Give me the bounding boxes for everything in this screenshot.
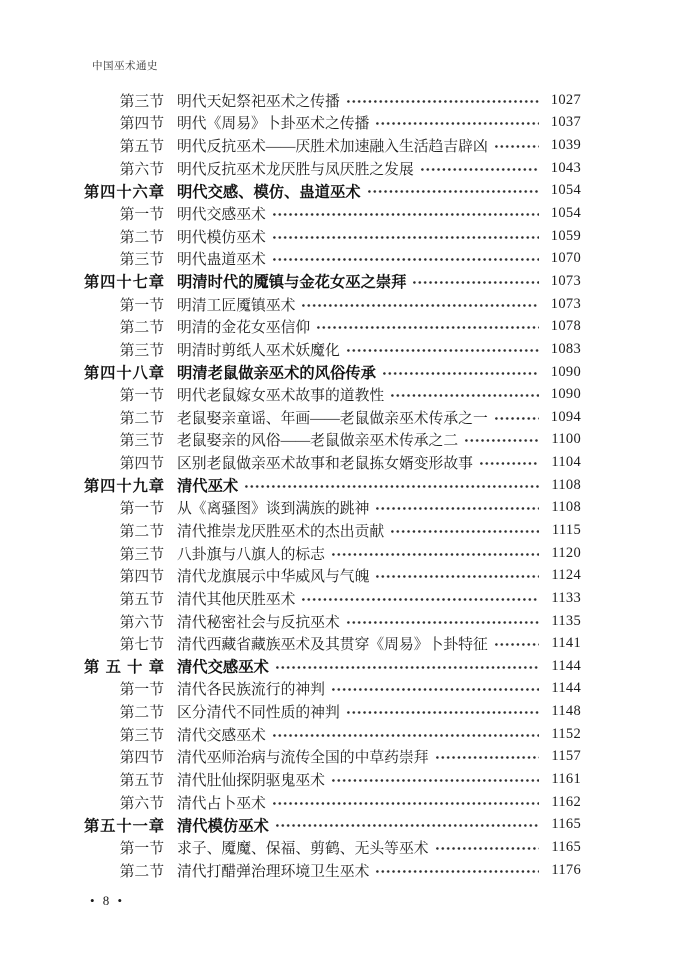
toc-entry-page: 1054 bbox=[550, 182, 581, 199]
toc-entry bbox=[84, 791, 581, 814]
dot-leader bbox=[245, 485, 539, 488]
toc-entry-page: 1059 bbox=[550, 227, 581, 244]
dot-leader bbox=[347, 100, 539, 103]
toc-entry-label: 第四节 bbox=[119, 750, 164, 767]
toc-entry-title: 清代交感巫术 bbox=[177, 727, 266, 744]
toc-entry-title: 八卦旗与八旗人的标志 bbox=[177, 546, 325, 563]
toc-entry-label: 第六节 bbox=[119, 795, 164, 812]
dot-leader bbox=[317, 326, 539, 329]
toc-entry-page: 1073 bbox=[550, 295, 581, 312]
toc-entry-page: 1120 bbox=[551, 544, 581, 561]
toc-entry-label: 第五节 bbox=[119, 139, 164, 156]
toc-entry bbox=[84, 406, 581, 429]
dot-leader bbox=[332, 779, 539, 782]
dot-leader bbox=[436, 847, 539, 850]
toc-entry bbox=[84, 247, 581, 270]
toc-entry-title: 清代肚仙探阴驱鬼巫术 bbox=[177, 773, 325, 790]
toc-entry-label: 第三节 bbox=[119, 252, 164, 269]
dot-leader bbox=[391, 530, 539, 533]
toc-entry bbox=[84, 746, 581, 769]
toc-entry-page: 1100 bbox=[551, 431, 581, 448]
toc-entry bbox=[84, 338, 581, 361]
toc-entry-page: 1090 bbox=[550, 363, 581, 380]
dot-leader bbox=[302, 598, 539, 601]
toc-entry bbox=[84, 519, 581, 542]
toc-entry-label: 第五节 bbox=[119, 591, 164, 608]
toc-entry-page: 1078 bbox=[550, 318, 581, 335]
toc-entry bbox=[84, 610, 581, 633]
toc-entry-title: 清代模仿巫术 bbox=[177, 817, 269, 835]
dot-leader bbox=[391, 394, 539, 397]
toc-entry-page: 1133 bbox=[551, 589, 581, 606]
toc-entry-title: 清代其他厌胜巫术 bbox=[177, 591, 296, 608]
toc-entry-page: 1043 bbox=[550, 159, 581, 176]
dot-leader bbox=[347, 711, 539, 714]
toc-entry bbox=[84, 587, 581, 610]
dot-leader bbox=[276, 824, 539, 827]
dot-leader bbox=[347, 349, 539, 352]
toc-entry bbox=[84, 768, 581, 791]
toc-entry-title: 明代天妃祭祀巫术之传播 bbox=[177, 93, 340, 110]
toc-entry-page: 1054 bbox=[550, 205, 581, 222]
toc-entry-label: 第二节 bbox=[119, 863, 164, 880]
toc-entry-page: 1083 bbox=[550, 340, 581, 357]
toc-entry-label: 第二节 bbox=[119, 523, 164, 540]
toc-entry bbox=[84, 655, 581, 678]
toc-entry-page: 1165 bbox=[551, 816, 581, 833]
toc-entry-label: 第三节 bbox=[119, 93, 164, 110]
toc-entry bbox=[84, 836, 581, 859]
toc-entry-page: 1135 bbox=[551, 612, 581, 629]
toc-entry-page: 1037 bbox=[550, 114, 581, 131]
dot-leader bbox=[276, 666, 539, 669]
toc-entry-title: 明清老鼠做亲巫术的风俗传承 bbox=[177, 365, 376, 382]
toc-entry-page: 1144 bbox=[551, 680, 581, 697]
toc-entry bbox=[84, 564, 581, 587]
toc-entry-page: 1115 bbox=[551, 521, 581, 538]
toc-entry-label: 第二节 bbox=[119, 229, 164, 246]
toc-entry bbox=[84, 270, 581, 293]
toc-entry-page: 1176 bbox=[551, 861, 581, 878]
dot-leader bbox=[376, 507, 539, 510]
toc-entry bbox=[84, 542, 581, 565]
toc-entry-label: 第二节 bbox=[119, 410, 164, 427]
toc-entry-label: 第六节 bbox=[119, 161, 164, 178]
toc-entry-page: 1104 bbox=[551, 454, 581, 471]
toc-entry-label: 第一节 bbox=[119, 501, 164, 518]
toc-entry-page: 1152 bbox=[551, 725, 581, 742]
dot-leader bbox=[376, 575, 539, 578]
toc-entry-page: 1124 bbox=[551, 567, 581, 584]
dot-leader bbox=[383, 372, 539, 375]
toc-list bbox=[84, 89, 581, 881]
toc-entry-page: 1070 bbox=[550, 250, 581, 267]
dot-leader bbox=[368, 190, 539, 193]
toc-entry bbox=[84, 361, 581, 384]
toc-entry-title: 清代龙旗展示中华威风与气魄 bbox=[177, 569, 370, 586]
running-header: 中国巫术通史 bbox=[92, 61, 158, 72]
toc-entry-label: 第三节 bbox=[119, 342, 164, 359]
toc-entry-label: 第四十九章 bbox=[84, 478, 164, 496]
toc-entry-title: 明代老鼠嫁女巫术故事的道教性 bbox=[177, 388, 385, 405]
toc-entry bbox=[84, 157, 581, 180]
toc-entry bbox=[84, 700, 581, 723]
toc-entry-title: 明清的金花女巫信仰 bbox=[177, 320, 311, 337]
toc-entry-title: 清代推崇龙厌胜巫术的杰出贡献 bbox=[177, 523, 385, 540]
dot-leader bbox=[376, 122, 539, 125]
dot-leader bbox=[413, 281, 539, 284]
toc-entry-title: 老鼠娶亲的风俗——老鼠做亲巫术传承之二 bbox=[177, 433, 459, 450]
toc-entry bbox=[84, 293, 581, 316]
toc-entry-label: 第四节 bbox=[119, 456, 164, 473]
toc-entry-page: 1161 bbox=[551, 771, 581, 788]
dot-leader bbox=[347, 621, 539, 624]
toc-entry-page: 1108 bbox=[551, 499, 581, 516]
toc-entry-page: 1073 bbox=[550, 272, 581, 289]
toc-entry-label: 第二节 bbox=[119, 705, 164, 722]
toc-entry-title: 求子、魇魔、保福、剪鹤、无头等巫术 bbox=[177, 840, 429, 857]
toc-entry bbox=[84, 451, 581, 474]
toc-entry-label: 第一节 bbox=[119, 840, 164, 857]
toc-entry-page: 1165 bbox=[551, 838, 581, 855]
dot-leader bbox=[273, 236, 539, 239]
toc-entry-title: 明代蛊道巫术 bbox=[177, 252, 266, 269]
toc-entry-page: 1094 bbox=[550, 408, 581, 425]
toc-entry-title: 清代秘密社会与反抗巫术 bbox=[177, 614, 340, 631]
dot-leader bbox=[273, 802, 539, 805]
toc-entry-page: 1144 bbox=[551, 657, 581, 674]
toc-entry-title: 明清时剪纸人巫术妖魔化 bbox=[177, 342, 340, 359]
toc-entry-label: 第一节 bbox=[119, 388, 164, 405]
toc-entry bbox=[84, 814, 581, 837]
toc-entry-title: 明代交感、模仿、蛊道巫术 bbox=[177, 183, 361, 201]
toc-entry-title: 明清工匠魇镇巫术 bbox=[177, 297, 296, 314]
toc-entry-label: 第六节 bbox=[119, 614, 164, 631]
toc-entry-page: 1039 bbox=[550, 137, 581, 154]
toc-entry-title: 从《离骚图》谈到满族的跳神 bbox=[177, 501, 370, 518]
toc-entry-label: 第七节 bbox=[119, 637, 164, 654]
toc-entry bbox=[84, 89, 581, 112]
toc-entry-label: 第三节 bbox=[119, 727, 164, 744]
toc-entry-label: 第四十六章 bbox=[84, 183, 164, 201]
toc-entry-title: 区分清代不同性质的神判 bbox=[177, 705, 340, 722]
toc-entry-title: 清代各民族流行的神判 bbox=[177, 682, 325, 699]
toc-entry-title: 清代交感巫术 bbox=[177, 659, 269, 677]
toc-entry-label: 第三节 bbox=[119, 433, 164, 450]
toc-entry bbox=[84, 112, 581, 135]
toc-entry-label: 第四节 bbox=[119, 116, 164, 133]
toc-entry-title: 清代巫师治病与流传全国的中草药崇拜 bbox=[177, 750, 429, 767]
dot-leader bbox=[332, 553, 539, 556]
dot-leader bbox=[421, 168, 539, 171]
dot-leader bbox=[495, 417, 539, 420]
toc-entry-label: 第五十章 bbox=[84, 659, 164, 677]
toc-entry-label: 第四十八章 bbox=[84, 365, 164, 382]
toc-entry-label: 第一节 bbox=[119, 682, 164, 699]
toc-entry-page: 1162 bbox=[551, 793, 581, 810]
toc-entry bbox=[84, 202, 581, 225]
toc-entry-title: 清代占卜巫术 bbox=[177, 795, 266, 812]
toc-entry-label: 第二节 bbox=[119, 320, 164, 337]
toc-entry bbox=[84, 678, 581, 701]
dot-leader bbox=[332, 688, 539, 691]
toc-entry-label: 第四十七章 bbox=[84, 274, 164, 292]
toc-entry-title: 明代模仿巫术 bbox=[177, 229, 266, 246]
toc-entry bbox=[84, 723, 581, 746]
toc-entry bbox=[84, 474, 581, 497]
toc-entry bbox=[84, 859, 581, 882]
toc-entry bbox=[84, 180, 581, 203]
toc-entry-title: 明代反抗巫术龙厌胜与凤厌胜之发展 bbox=[177, 161, 414, 178]
dot-leader bbox=[495, 145, 539, 148]
toc-entry-title: 清代打醋弹治理环境卫生巫术 bbox=[177, 863, 370, 880]
toc-entry-page: 1157 bbox=[551, 748, 581, 765]
toc-entry bbox=[84, 315, 581, 338]
dot-leader bbox=[302, 304, 539, 307]
toc-entry-label: 第一节 bbox=[119, 207, 164, 224]
toc-entry-label: 第四节 bbox=[119, 569, 164, 586]
toc-entry-title: 明代反抗巫术——厌胜术加速融入生活趋吉辟凶 bbox=[177, 139, 488, 156]
toc-entry-title: 清代巫术 bbox=[177, 478, 239, 496]
toc-entry-page: 1090 bbox=[550, 386, 581, 403]
toc-entry-page: 1108 bbox=[551, 476, 581, 493]
toc-entry-page: 1141 bbox=[551, 635, 581, 652]
toc-entry-page: 1148 bbox=[551, 703, 581, 720]
toc-entry-title: 明代《周易》卜卦巫术之传播 bbox=[177, 116, 370, 133]
dot-leader bbox=[273, 734, 539, 737]
toc-entry-title: 清代西藏省藏族巫术及其贯穿《周易》卜卦特征 bbox=[177, 637, 488, 654]
dot-leader bbox=[376, 870, 539, 873]
toc-entry-title: 明代交感巫术 bbox=[177, 207, 266, 224]
dot-leader bbox=[480, 462, 539, 465]
toc-entry bbox=[84, 632, 581, 655]
dot-leader bbox=[495, 643, 539, 646]
dot-leader bbox=[273, 213, 539, 216]
toc-entry bbox=[84, 497, 581, 520]
toc-entry-label: 第一节 bbox=[119, 297, 164, 314]
toc-entry-label: 第三节 bbox=[119, 546, 164, 563]
toc-entry-label: 第五节 bbox=[119, 773, 164, 790]
toc-entry bbox=[84, 429, 581, 452]
toc-entry bbox=[84, 134, 581, 157]
dot-leader bbox=[273, 258, 539, 261]
toc-entry-title: 明清时代的魇镇与金花女巫之崇拜 bbox=[177, 274, 407, 292]
toc-entry-title: 老鼠娶亲童谣、年画——老鼠做亲巫术传承之一 bbox=[177, 410, 488, 427]
toc-entry-page: 1027 bbox=[550, 91, 581, 108]
dot-leader bbox=[465, 439, 539, 442]
toc-entry-label: 第五十一章 bbox=[84, 817, 164, 835]
toc-entry bbox=[84, 383, 581, 406]
footer-page-number: • 8 • bbox=[90, 893, 123, 908]
toc-entry bbox=[84, 225, 581, 248]
dot-leader bbox=[436, 756, 539, 759]
toc-entry-title: 区别老鼠做亲巫术故事和老鼠拣女婿变形故事 bbox=[177, 456, 473, 473]
